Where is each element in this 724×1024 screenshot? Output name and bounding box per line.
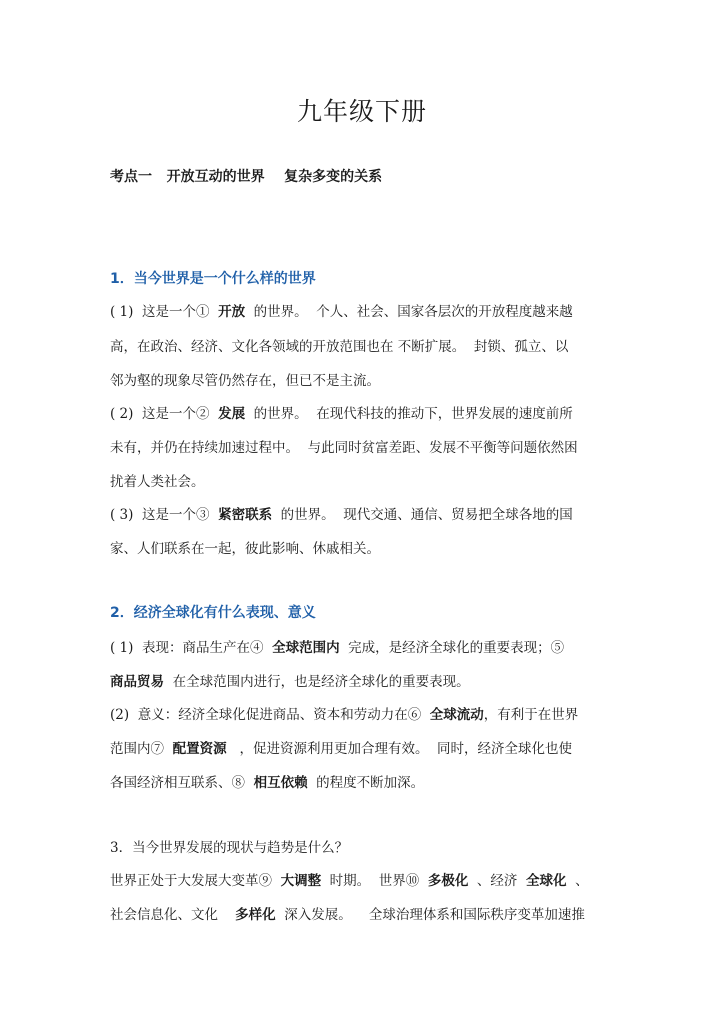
- section-1-line: ( 2) 这是一个② 发展 的世界。 在现代科技的推动下，世界发展的速度前所: [110, 406, 573, 422]
- section-1-line: ( 3) 这是一个③ 紧密联系 的世界。 现代交通、通信、贸易把全球各地的国: [110, 507, 573, 523]
- keyword-interdependence: 相互依赖: [253, 775, 308, 791]
- keyword-global-scope: 全球范围内: [272, 640, 340, 656]
- section-3-line: 世界正处于大发展大变革⑨ 大调整 时期。 世界⑩ 多极化 、经济 全球化 、: [110, 873, 589, 889]
- section-2-heading: 2．经济全球化有什么表现、意义: [110, 605, 316, 621]
- section-1-line: 高，在政治、经济、文化各领域的开放范围也在 不断扩展。 封锁、孤立、以: [110, 339, 569, 355]
- keyword-multipolar: 多极化: [427, 873, 469, 889]
- section-2-line: 商品贸易 在全球范围内进行，也是经济全球化的重要表现。: [110, 674, 470, 690]
- keyword-trade: 商品贸易: [110, 674, 164, 690]
- page-title: 九年级下册: [296, 97, 427, 126]
- section-1-line: ( 1) 这是一个① 开放 的世界。 个人、社会、国家各层次的开放程度越来越: [110, 304, 573, 320]
- section-1-line: 未有，并仍在持续加速过程中。 与此同时贫富差距、发展不平衡等问题依然困: [110, 440, 578, 456]
- section-2-line: (2) 意义：经济全球化促进商品、资本和劳动力在⑥ 全球流动，有利于在世界: [110, 707, 579, 723]
- keyword-allocate-resources: 配置资源: [172, 741, 227, 757]
- keyword-development: 发展: [218, 406, 246, 422]
- keyword-globalization: 全球化: [526, 873, 567, 889]
- section-1-line: 邻为壑的现象尽管仍然存在，但已不是主流。: [110, 373, 380, 389]
- section-2-line: 各国经济相互联系、⑧ 相互依赖 的程度不断加深。: [110, 775, 425, 791]
- keyword-diversity: 多样化: [235, 907, 276, 923]
- section-1-line: 家、人们联系在一起，彼此影响、休戚相关。: [110, 541, 380, 557]
- section-2-line: ( 1) 表现：商品生产在④ 全球范围内 完成，是经济全球化的重要表现；⑤: [110, 640, 565, 656]
- keyword-adjustment: 大调整: [280, 873, 322, 889]
- section-1-heading: 1．当今世界是一个什么样的世界: [110, 271, 316, 287]
- keyword-open: 开放: [218, 304, 246, 320]
- section-3-heading: 3．当今世界发展的现状与趋势是什么？: [110, 840, 349, 856]
- topic-subtitle: 考点一 开放互动的世界 复杂多变的关系: [110, 169, 383, 185]
- section-2-line: 范围内⑦ 配置资源 ，促进资源利用更加合理有效。 同时，经济全球化也使: [110, 741, 573, 757]
- keyword-close-connection: 紧密联系: [218, 507, 273, 523]
- section-3-line: 社会信息化、文化 多样化 深入发展。 全球治理体系和国际秩序变革加速推: [110, 907, 585, 923]
- keyword-global-flow: 全球流动: [429, 707, 484, 723]
- section-1-line: 扰着人类社会。: [110, 474, 205, 490]
